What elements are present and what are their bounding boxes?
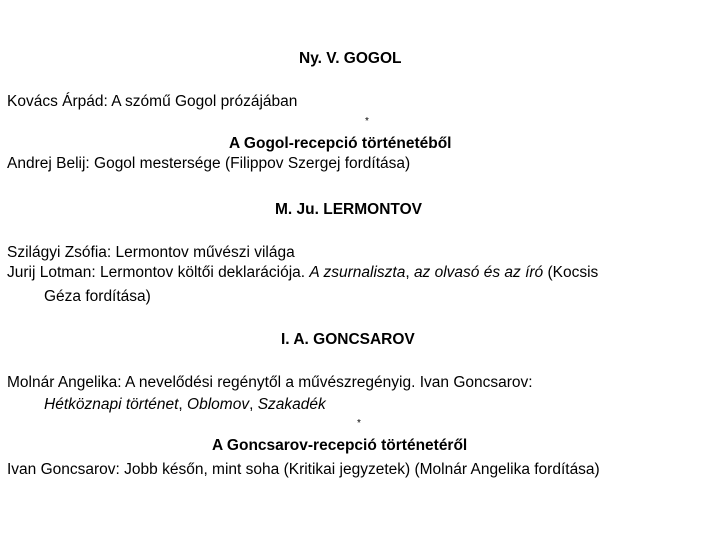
entry-molnar-continuation [44, 396, 326, 414]
subheading-goncsarov-reception: A Goncsarov-recepció történetéről [212, 437, 468, 454]
entry-molnar-sep1: , [178, 396, 188, 413]
entry-szilagyi: Szilágyi Zsófia: Lermontov művészi világa [7, 244, 295, 261]
work-title-hetkoznapi: Hétköznapi történet [44, 396, 179, 413]
separator-star: * [365, 116, 369, 127]
entry-lotman-prefix: Jurij Lotman: Lermontov költői deklarációja. [7, 264, 310, 281]
subheading-gogol-reception: A Gogol-recepció történetéből [229, 135, 452, 152]
entry-lotman-suffix: (Kocsis [543, 264, 599, 281]
section-heading-gogol: Ny. V. GOGOL [299, 50, 402, 67]
work-title-szakadek: Szakadék [257, 396, 326, 413]
separator-star: * [357, 418, 361, 429]
work-title-olvaso: az olvasó és az író [413, 264, 544, 281]
entry-belij: Andrej Belij: Gogol mestersége (Filippov Szergej fordítása) [7, 155, 411, 172]
section-heading-lermontov: M. Ju. LERMONTOV [275, 201, 422, 218]
work-title-oblomov: Oblomov [187, 396, 250, 413]
entry-goncsarov-essay: Ivan Goncsarov: Jobb későn, mint soha (Kritikai jegyzetek) (Molnár Angelika fordítása) [7, 461, 600, 478]
entry-lotman-sep: , [405, 264, 414, 281]
entry-molnar: Molnár Angelika: A nevelődési regénytől a művészregényig. Ivan Goncsarov: [7, 374, 533, 391]
entry-lotman-continuation: Géza fordítása) [44, 288, 151, 305]
entry-kovacs: Kovács Árpád: A szómű Gogol prózájában [7, 93, 298, 110]
work-title-zsurnaliszta: A zsurnaliszta [309, 264, 406, 281]
entry-molnar-sep2: , [249, 396, 258, 413]
section-heading-goncsarov: I. A. GONCSAROV [281, 331, 415, 348]
entry-lotman [7, 264, 598, 282]
